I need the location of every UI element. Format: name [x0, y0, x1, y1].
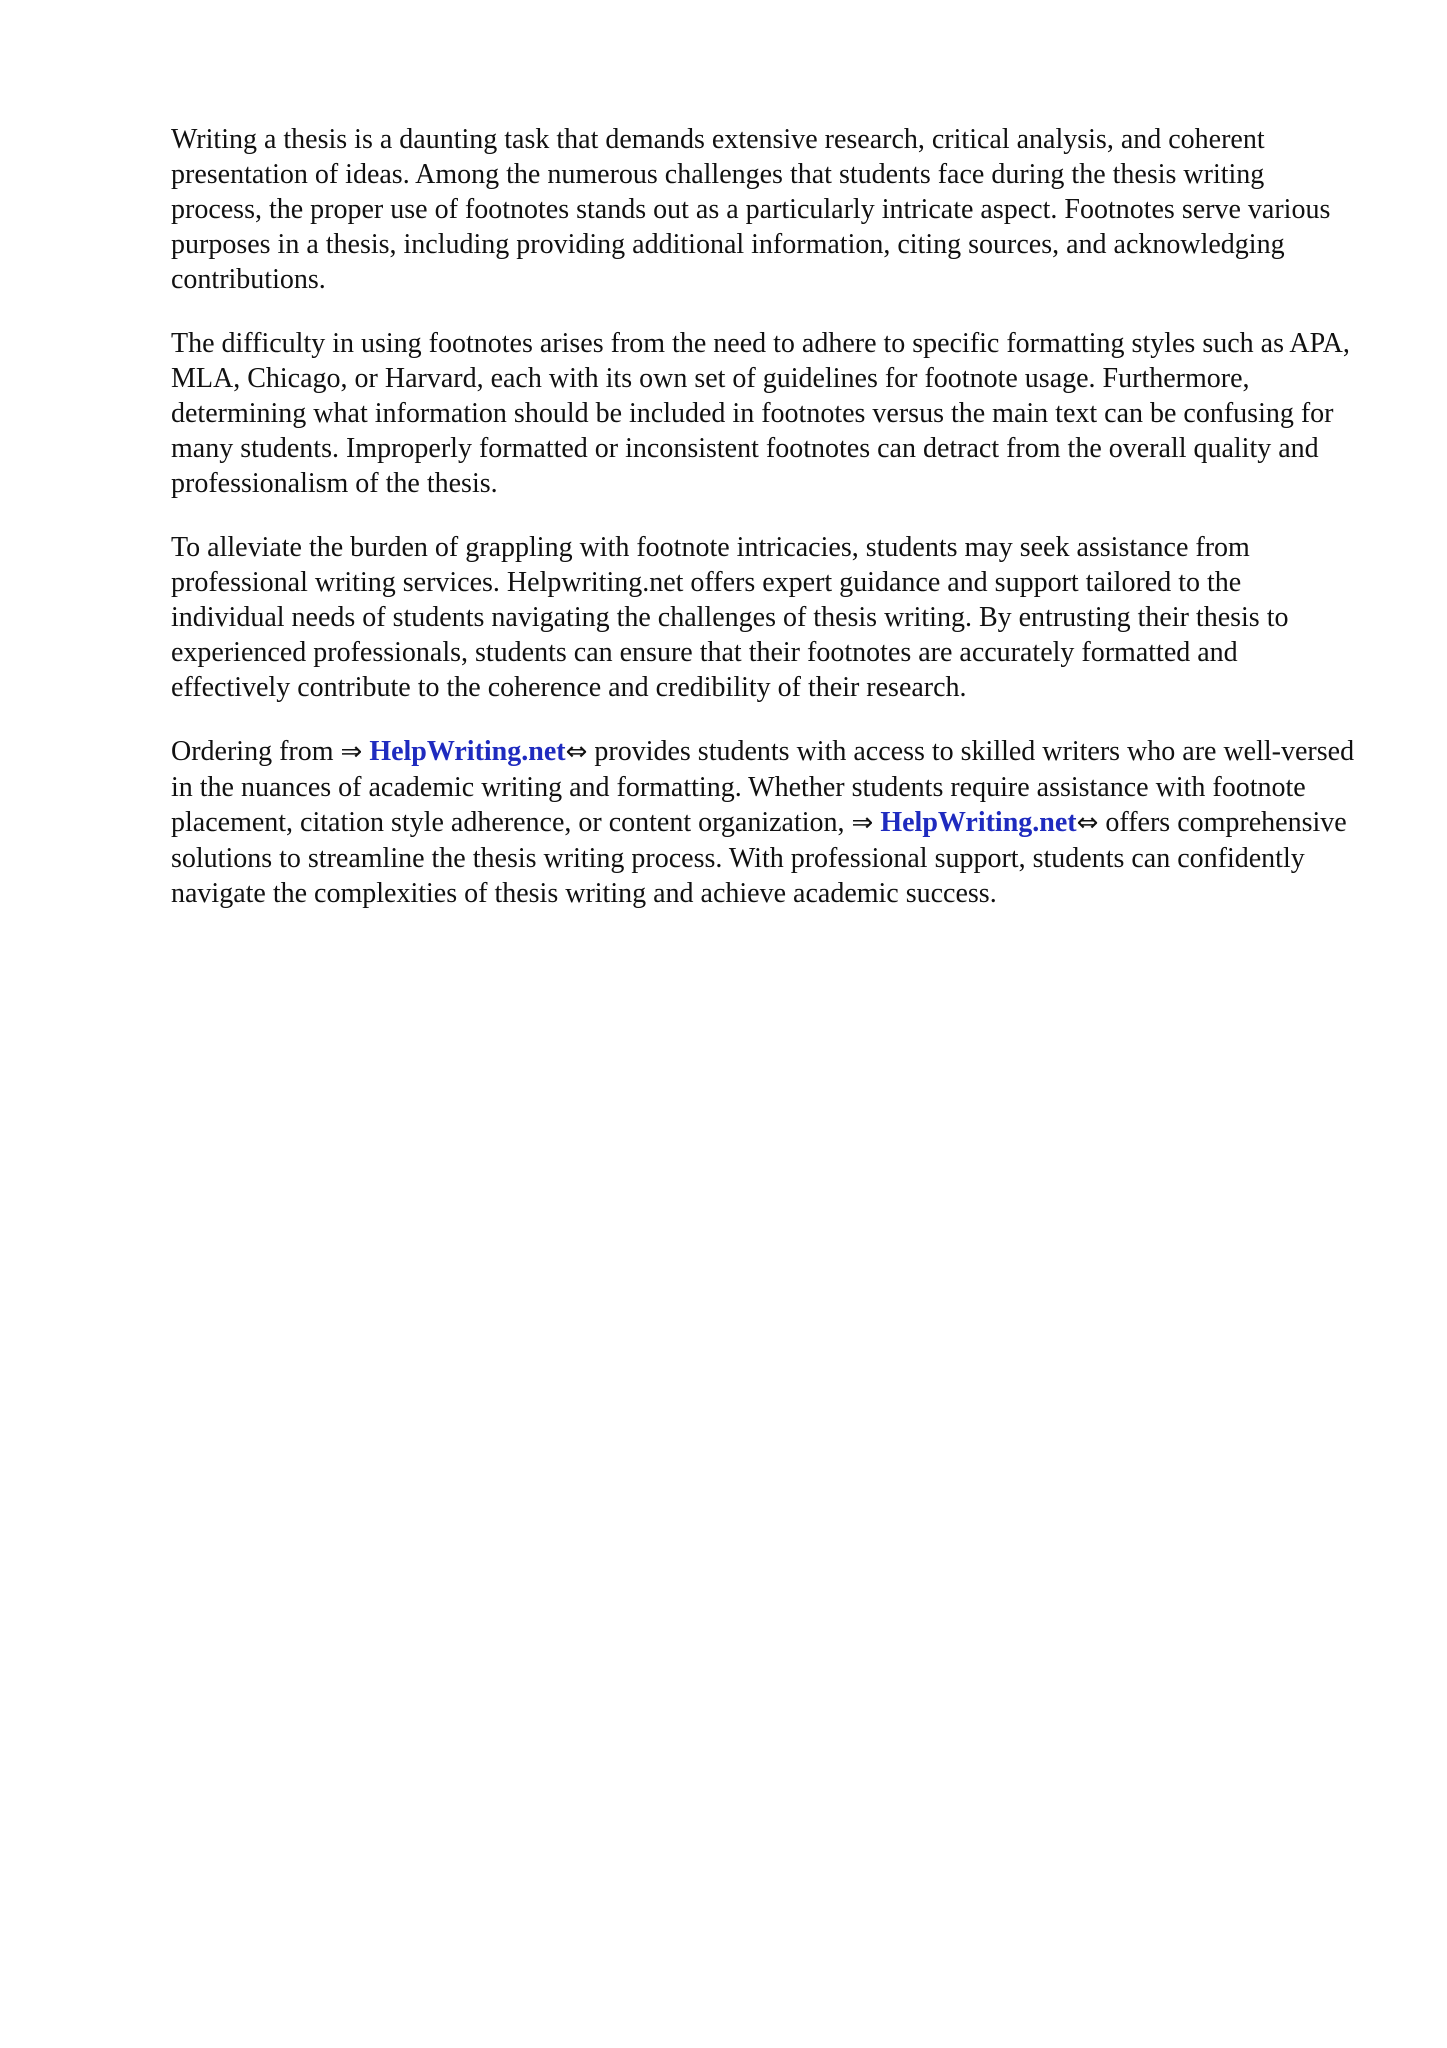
ordering-text-start: Ordering from — [171, 736, 341, 767]
double-arrow-icon: ⇔ — [1076, 808, 1099, 838]
helpwriting-link[interactable]: HelpWriting.net — [369, 736, 566, 767]
helpwriting-link[interactable]: HelpWriting.net — [880, 807, 1077, 838]
arrow-right-icon: ⇒ — [340, 737, 363, 767]
arrow-right-icon: ⇒ — [851, 808, 874, 838]
paragraph-ordering — [171, 734, 1361, 911]
ordering-text-end: offers comprehensive solutions to streamline the thesis writing process. With professional support, students can confidently navigate the complexities of thesis writing and achieve academic success. — [171, 807, 1347, 909]
paragraph-assistance: To alleviate the burden of grappling with footnote intricacies, students may seek assistance from professional writing services. Helpwriting.net offers expert guidance and support tailored to the individual needs of students navigating the challenges of thesis writing. By entrusting their thesis to experienced professionals, students can ensure that their footnotes are accurately formatted and effectively contribute to the coherence and credibility of their research. — [171, 532, 1289, 703]
document-body — [171, 122, 1361, 940]
paragraph-intro: Writing a thesis is a daunting task that demands extensive research, critical analysis, and coherent presentation of ideas. Among the numerous challenges that students face during the thesis writing process, the proper use of footnotes stands out as a particularly intricate aspect. Footnotes serve various purposes in a thesis, including providing additional information, citing sources, and acknowledging contributions. — [171, 124, 1331, 295]
paragraph-difficulty: The difficulty in using footnotes arises from the need to adhere to specific formatting styles such as APA, MLA, Chicago, or Harvard, each with its own set of guidelines for footnote usage. Furthermore, determining what information should be included in footnotes versus the main text can be confusing for many students. Improperly formatted or inconsistent footnotes can detract from the overall quality and professionalism of the thesis. — [171, 328, 1350, 499]
double-arrow-icon: ⇔ — [565, 737, 588, 767]
ordering-text-middle: provides students with access to skilled writers who are well-versed in the nuances of academic writing and formatting. Whether students require assistance with footnote placement, citation style adherence, or content organization, — [171, 736, 1355, 838]
